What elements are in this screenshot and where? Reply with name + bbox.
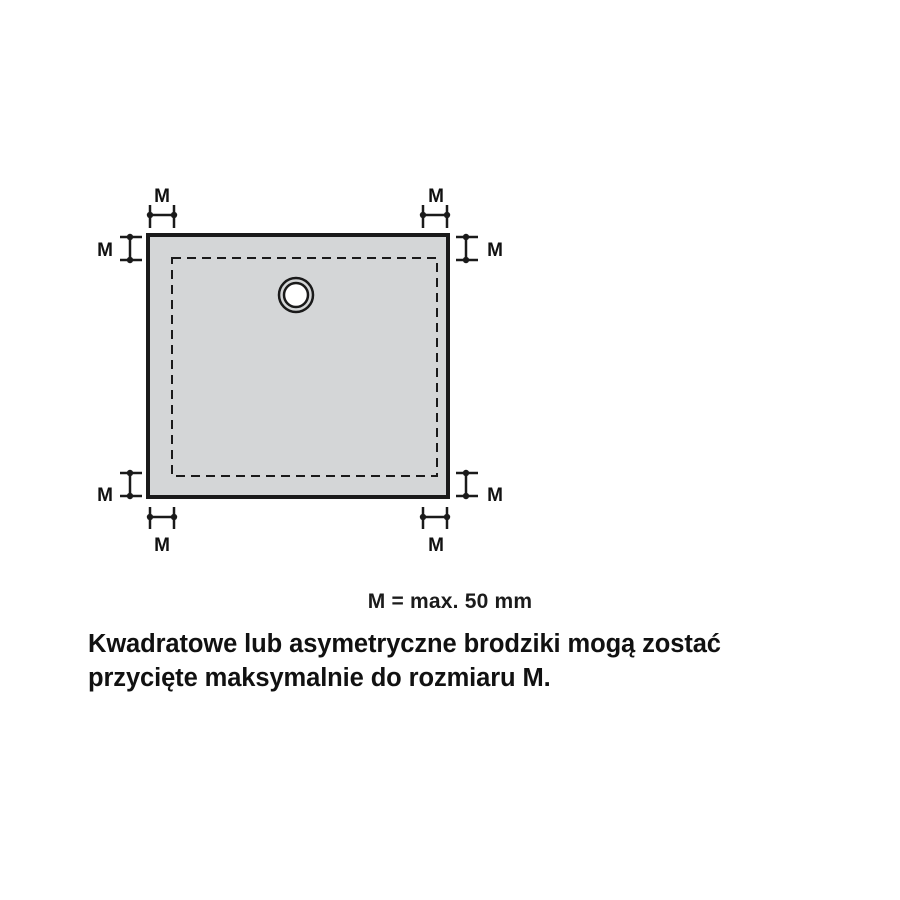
legend-formula: M = max. 50 mm [367,590,533,613]
dim-label-right-top: M [487,240,503,261]
dim-label-bottom-left: M [154,535,170,556]
description-block [88,628,848,695]
dim-marker-left-bottom [120,470,142,499]
dim-marker-right-top [456,234,478,263]
dim-marker-bottom-left [147,507,177,529]
dim-label-left-bottom: M [97,485,113,506]
dim-label-top-left: M [154,186,170,207]
dim-marker-left-top [120,234,142,263]
dim-label-right-bottom: M [487,485,503,506]
legend-block [0,590,900,614]
tray-body [148,235,448,497]
dim-marker-bottom-right [420,507,450,529]
drain-hole-icon [279,278,313,312]
dim-marker-right-bottom [456,470,478,499]
dim-marker-top-left [147,205,177,228]
dim-label-bottom-right: M [428,535,444,556]
description-line-1: Kwadratowe lub asymetryczne brodziki mogą zostać [88,630,721,658]
dim-label-left-top: M [97,240,113,261]
dim-label-top-right: M [428,186,444,207]
dim-marker-top-right [420,205,450,228]
description-line-2: przycięte maksymalnie do rozmiaru M. [88,663,551,692]
